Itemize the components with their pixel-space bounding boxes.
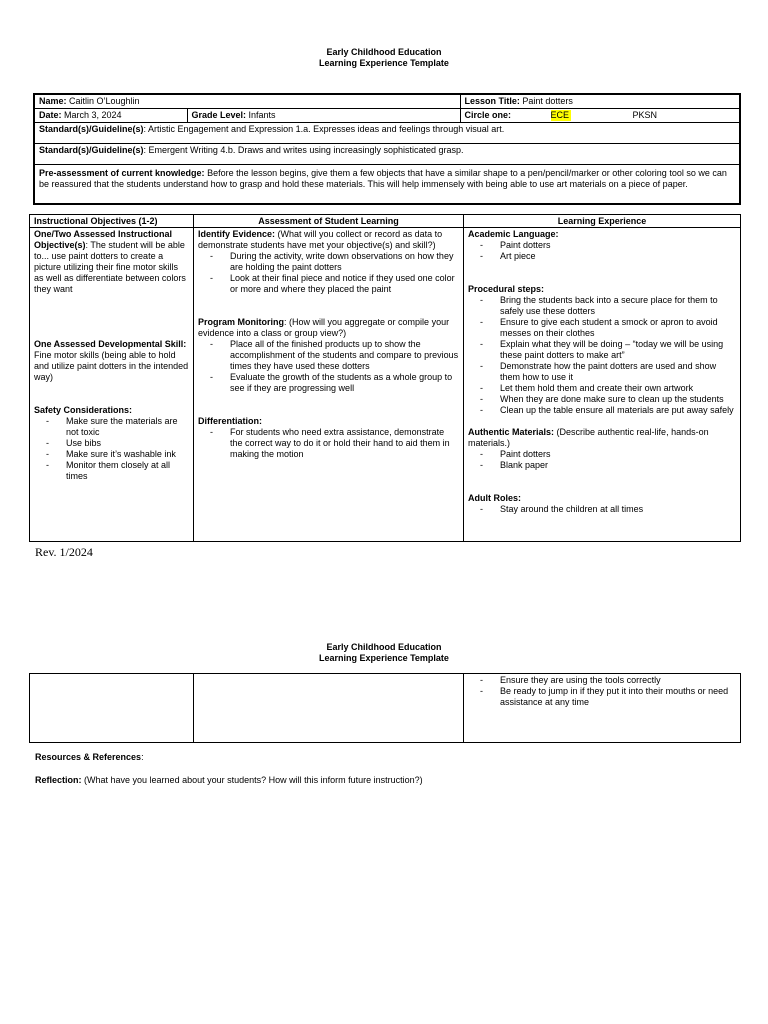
list-item: - Be ready to jump in if they put it into their mouths or need assistance at any time (500, 686, 736, 708)
title-line-2: Learning Experience Template (319, 653, 449, 663)
academic-language-heading: Academic Language: (468, 229, 559, 239)
standard-1-cell: Standard(s)/Guideline(s): Artistic Engagement and Expression 1.a. Expresses ideas and feelings through visual art. (34, 123, 740, 144)
page-2-title (0, 642, 768, 664)
list-item: - Make sure it’s washable ink (66, 449, 189, 460)
revision-note: Rev. 1/2024 (35, 545, 93, 559)
adult-roles-continued-list (468, 675, 736, 708)
list-item: - During the activity, write down observations on how they are holding the paint dotters (230, 251, 459, 273)
procedural-steps-heading: Procedural steps: (468, 284, 545, 294)
standard-2-cell: Standard(s)/Guideline(s): Emergent Writing 4.b. Draws and writes using increasingly sophisticated grasp. (34, 144, 740, 165)
adult-roles-heading: Adult Roles: (468, 493, 521, 503)
program-monitoring-list (198, 339, 459, 394)
list-item: - Bring the students back into a secure place for them to safely use these dotters (500, 295, 736, 317)
list-item: - Let them hold them and create their own artwork (500, 383, 736, 394)
differentiation-list (198, 427, 459, 460)
differentiation-heading: Differentiation: (198, 416, 262, 426)
grade-level-cell: Grade Level: Infants (187, 109, 460, 123)
assessment-cell (194, 228, 464, 542)
experience-cell (464, 228, 741, 542)
objectives-cell (30, 228, 194, 542)
list-item: - Demonstrate how the paint dotters are used and show them how to use it (500, 361, 736, 383)
continuation-assessment-cell (194, 674, 464, 743)
list-item: - Place all of the finished products up to show the accomplishment of the students and compare to previous times they have used these dotters (230, 339, 459, 372)
resources-references: Resources & References: (35, 752, 144, 762)
lesson-title-cell: Lesson Title: Paint dotters (460, 94, 740, 109)
date-cell: Date: March 3, 2024 (34, 109, 187, 123)
list-item: - Clean up the table ensure all materials are put away safely (500, 405, 736, 416)
column-header-objectives: Instructional Objectives (1-2) (30, 215, 194, 228)
circle-one-cell: Circle one: ECE PKSN (460, 109, 740, 123)
adult-roles-list (468, 504, 736, 515)
title-line-1: Early Childhood Education (326, 47, 442, 57)
list-item: - Ensure they are using the tools correctly (500, 675, 736, 686)
grade-level-value: Infants (246, 110, 276, 120)
list-item: - When they are done make sure to clean up the students (500, 394, 736, 405)
list-item: - Make sure the materials are not toxic (66, 416, 189, 438)
lesson-header-table (33, 93, 741, 205)
page-title (0, 47, 768, 69)
list-item: - Paint dotters (500, 240, 736, 251)
column-header-experience: Learning Experience (464, 215, 741, 228)
identify-evidence: Identify Evidence: (What will you collect or record as data to demonstrate students have met your objective(s) and skill?) (198, 229, 443, 250)
authentic-materials-list (468, 449, 736, 471)
list-item: - Use bibs (66, 438, 189, 449)
name-cell: Name: Caitlin O’Loughlin (34, 94, 460, 109)
safety-heading: Safety Considerations: (34, 405, 133, 415)
list-item: - Stay around the children at all times (500, 504, 736, 515)
title-line-2: Learning Experience Template (319, 58, 449, 68)
program-monitoring: Program Monitoring: (How will you aggregate or compile your evidence into a class or group view?) (198, 317, 450, 338)
name-value: Caitlin O’Loughlin (66, 96, 140, 106)
list-item: - For students who need extra assistance, demonstrate the correct way to do it or hold their hand to aid them in making the motion (230, 427, 459, 460)
list-item: - Ensure to give each student a smock or apron to avoid messes on their clothes (500, 317, 736, 339)
date-value: March 3, 2024 (61, 110, 122, 120)
safety-list (34, 416, 189, 482)
pre-assessment-cell: Pre-assessment of current knowledge: Before the lesson begins, give them a few objects that have a similar shape to a pen/pencil/marker or other coloring tool so we can be reassured that the students understand how to grasp and hold these materials. This will help immensely with being able to use art materials on a piece of paper. (34, 165, 740, 205)
column-header-assessment: Assessment of Student Learning (194, 215, 464, 228)
identify-evidence-list (198, 251, 459, 295)
continuation-objectives-cell (30, 674, 194, 743)
title-line-1: Early Childhood Education (326, 642, 442, 652)
circle-option-pksn: PKSN (632, 110, 658, 120)
continuation-experience-cell (464, 674, 741, 743)
list-item: - Explain what they will be doing – “today we will be using these paint dotters to make art” (500, 339, 736, 361)
authentic-materials: Authentic Materials: (Describe authentic real-life, hands-on materials.) (468, 427, 709, 448)
procedural-steps-list (468, 295, 736, 416)
lesson-plan-table (29, 214, 741, 542)
academic-language-list (468, 240, 736, 262)
lesson-title-value: Paint dotters (519, 96, 573, 106)
list-item: - Look at their final piece and notice if they used one color or more and where they placed the paint (230, 273, 459, 295)
reflection: Reflection: (What have you learned about your students? How will this inform future instruction?) (35, 775, 423, 785)
circle-option-ece: ECE (550, 110, 570, 120)
list-item: - Paint dotters (500, 449, 736, 460)
instructional-objective: One/Two Assessed Instructional Objective(s): The student will be able to... use paint dotters to create a picture utilizing their fine motor skills as well as differentiate between colors they want (34, 229, 186, 294)
continuation-table (29, 673, 741, 743)
developmental-skill: One Assessed Developmental Skill: Fine motor skills (being able to hold and utilize paint dotters in the intended way) (34, 339, 189, 382)
list-item: - Monitor them closely at all times (66, 460, 189, 482)
list-item: - Blank paper (500, 460, 736, 471)
list-item: - Evaluate the growth of the students as a whole group to see if they are progressing well (230, 372, 459, 394)
list-item: - Art piece (500, 251, 736, 262)
